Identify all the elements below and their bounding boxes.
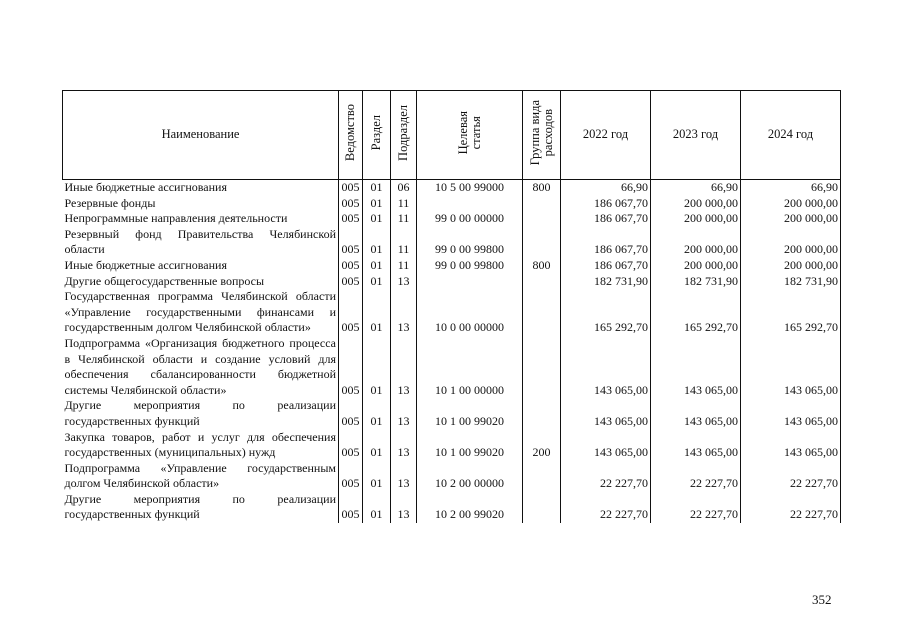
cell-cs: 10 0 00 00000 — [417, 289, 523, 336]
cell-ved: 005 — [339, 398, 363, 429]
cell-raz: 01 — [363, 274, 391, 290]
table-header — [63, 91, 841, 180]
cell-raz: 01 — [363, 211, 391, 227]
cell-cs: 10 1 00 99020 — [417, 398, 523, 429]
cell-ved: 005 — [339, 211, 363, 227]
header-celevaya: Целевая статья — [417, 91, 523, 180]
cell-raz: 01 — [363, 430, 391, 461]
table-row — [63, 180, 841, 196]
cell-y2023: 165 292,70 — [651, 289, 741, 336]
header-gruppa: Группа вида расходов — [523, 91, 561, 180]
table-row — [63, 196, 841, 212]
cell-y2024: 143 065,00 — [741, 430, 841, 461]
cell-y2023: 22 227,70 — [651, 492, 741, 523]
cell-y2024: 143 065,00 — [741, 336, 841, 398]
cell-y2024: 200 000,00 — [741, 211, 841, 227]
cell-y2022: 182 731,90 — [561, 274, 651, 290]
cell-pod: 13 — [391, 492, 417, 523]
cell-pod: 11 — [391, 258, 417, 274]
cell-cs: 10 2 00 00000 — [417, 461, 523, 492]
cell-name: Иные бюджетные ассигнования — [64, 180, 227, 194]
cell-y2023: 66,90 — [651, 180, 741, 196]
cell-pod: 11 — [391, 211, 417, 227]
cell-y2024: 200 000,00 — [741, 227, 841, 258]
cell-y2023: 200 000,00 — [651, 258, 741, 274]
cell-vr — [523, 289, 561, 336]
header-vedomstvo: Ведомство — [339, 91, 363, 180]
cell-cs: 99 0 00 99800 — [417, 258, 523, 274]
cell-raz: 01 — [363, 180, 391, 196]
cell-raz: 01 — [363, 336, 391, 398]
cell-pod: 11 — [391, 196, 417, 212]
cell-y2023: 22 227,70 — [651, 461, 741, 492]
table-row — [63, 336, 841, 398]
table-row — [63, 227, 841, 258]
cell-vr — [523, 196, 561, 212]
cell-y2022: 22 227,70 — [561, 461, 651, 492]
header-2023: 2023 год — [651, 91, 741, 180]
cell-ved: 005 — [339, 461, 363, 492]
cell-y2022: 165 292,70 — [561, 289, 651, 336]
cell-cs — [417, 274, 523, 290]
cell-cs — [417, 196, 523, 212]
cell-y2024: 22 227,70 — [741, 461, 841, 492]
header-razdel: Раздел — [363, 91, 391, 180]
cell-y2022: 186 067,70 — [561, 211, 651, 227]
cell-name: Закупка товаров, работ и услуг для обеспечения государственных (муниципальных) нужд — [64, 429, 336, 460]
cell-vr — [523, 227, 561, 258]
cell-y2024: 66,90 — [741, 180, 841, 196]
cell-pod: 11 — [391, 227, 417, 258]
cell-vr — [523, 461, 561, 492]
cell-name: Резервные фонды — [64, 195, 156, 210]
cell-y2023: 143 065,00 — [651, 336, 741, 398]
cell-vr — [523, 211, 561, 227]
cell-raz: 01 — [363, 492, 391, 523]
header-name: Наименование — [63, 91, 339, 180]
cell-ved: 005 — [339, 336, 363, 398]
cell-ved: 005 — [339, 430, 363, 461]
cell-raz: 01 — [363, 289, 391, 336]
table-row — [63, 492, 841, 523]
cell-vr — [523, 274, 561, 290]
table-body — [63, 180, 841, 524]
cell-name: Государственная программа Челябинской области «Управление государственными финансами и государственным долгом Челябинской области» — [64, 289, 336, 335]
table-row — [63, 274, 841, 290]
cell-y2022: 186 067,70 — [561, 258, 651, 274]
cell-y2022: 143 065,00 — [561, 398, 651, 429]
cell-pod: 06 — [391, 180, 417, 196]
cell-y2023: 143 065,00 — [651, 398, 741, 429]
header-2024: 2024 год — [741, 91, 841, 180]
cell-name: Другие общегосударственные вопросы — [64, 273, 265, 288]
header-2022: 2022 год — [561, 91, 651, 180]
cell-y2023: 143 065,00 — [651, 430, 741, 461]
cell-y2024: 143 065,00 — [741, 398, 841, 429]
cell-y2024: 200 000,00 — [741, 196, 841, 212]
cell-pod: 13 — [391, 336, 417, 398]
cell-raz: 01 — [363, 196, 391, 212]
cell-cs: 10 5 00 99000 — [417, 180, 523, 196]
cell-vr: 200 — [523, 430, 561, 461]
cell-name: Другие мероприятия по реализации государственных функций — [64, 398, 336, 428]
cell-pod: 13 — [391, 289, 417, 336]
cell-pod: 13 — [391, 461, 417, 492]
cell-y2023: 200 000,00 — [651, 211, 741, 227]
cell-cs: 99 0 00 00000 — [417, 211, 523, 227]
cell-cs: 10 1 00 99020 — [417, 430, 523, 461]
cell-name: Иные бюджетные ассигнования — [64, 257, 227, 272]
cell-ved: 005 — [339, 274, 363, 290]
cell-raz: 01 — [363, 461, 391, 492]
cell-vr — [523, 336, 561, 398]
cell-y2024: 22 227,70 — [741, 492, 841, 523]
cell-raz: 01 — [363, 227, 391, 258]
table-row — [63, 211, 841, 227]
cell-name: Подпрограмма «Управление государственным долгом Челябинской области» — [64, 460, 336, 491]
cell-cs: 99 0 00 99800 — [417, 227, 523, 258]
cell-vr — [523, 398, 561, 429]
cell-name: Другие мероприятия по реализации государственных функций — [64, 491, 336, 522]
cell-vr: 800 — [523, 180, 561, 196]
table-row — [63, 461, 841, 492]
cell-y2024: 182 731,90 — [741, 274, 841, 290]
table-row — [63, 430, 841, 461]
cell-y2022: 186 067,70 — [561, 196, 651, 212]
table-row — [63, 289, 841, 336]
header-podrazdel: Подраздел — [391, 91, 417, 180]
cell-ved: 005 — [339, 227, 363, 258]
budget-table — [62, 90, 841, 523]
cell-pod: 13 — [391, 430, 417, 461]
cell-raz: 01 — [363, 258, 391, 274]
cell-y2022: 143 065,00 — [561, 430, 651, 461]
cell-y2022: 143 065,00 — [561, 336, 651, 398]
table-row — [63, 398, 841, 429]
cell-vr — [523, 492, 561, 523]
cell-name: Непрограммные направления деятельности — [64, 211, 288, 226]
cell-name: Подпрограмма «Организация бюджетного процесса в Челябинской области и создание условий для обеспечения сбалансированности бюджетной системы Челябинской области» — [64, 335, 336, 397]
cell-y2023: 200 000,00 — [651, 227, 741, 258]
cell-y2023: 200 000,00 — [651, 196, 741, 212]
cell-cs: 10 2 00 99020 — [417, 492, 523, 523]
cell-y2023: 182 731,90 — [651, 274, 741, 290]
cell-y2024: 200 000,00 — [741, 258, 841, 274]
cell-raz: 01 — [363, 398, 391, 429]
cell-y2022: 66,90 — [561, 180, 651, 196]
cell-ved: 005 — [339, 180, 363, 196]
page-number: 352 — [812, 592, 832, 607]
table-row — [63, 258, 841, 274]
cell-ved: 005 — [339, 258, 363, 274]
cell-y2022: 186 067,70 — [561, 227, 651, 258]
cell-ved: 005 — [339, 289, 363, 336]
cell-ved: 005 — [339, 196, 363, 212]
cell-pod: 13 — [391, 274, 417, 290]
cell-y2024: 165 292,70 — [741, 289, 841, 336]
cell-ved: 005 — [339, 492, 363, 523]
cell-cs: 10 1 00 00000 — [417, 336, 523, 398]
cell-pod: 13 — [391, 398, 417, 429]
cell-vr: 800 — [523, 258, 561, 274]
cell-name: Резервный фонд Правительства Челябинской области — [64, 226, 336, 257]
cell-y2022: 22 227,70 — [561, 492, 651, 523]
